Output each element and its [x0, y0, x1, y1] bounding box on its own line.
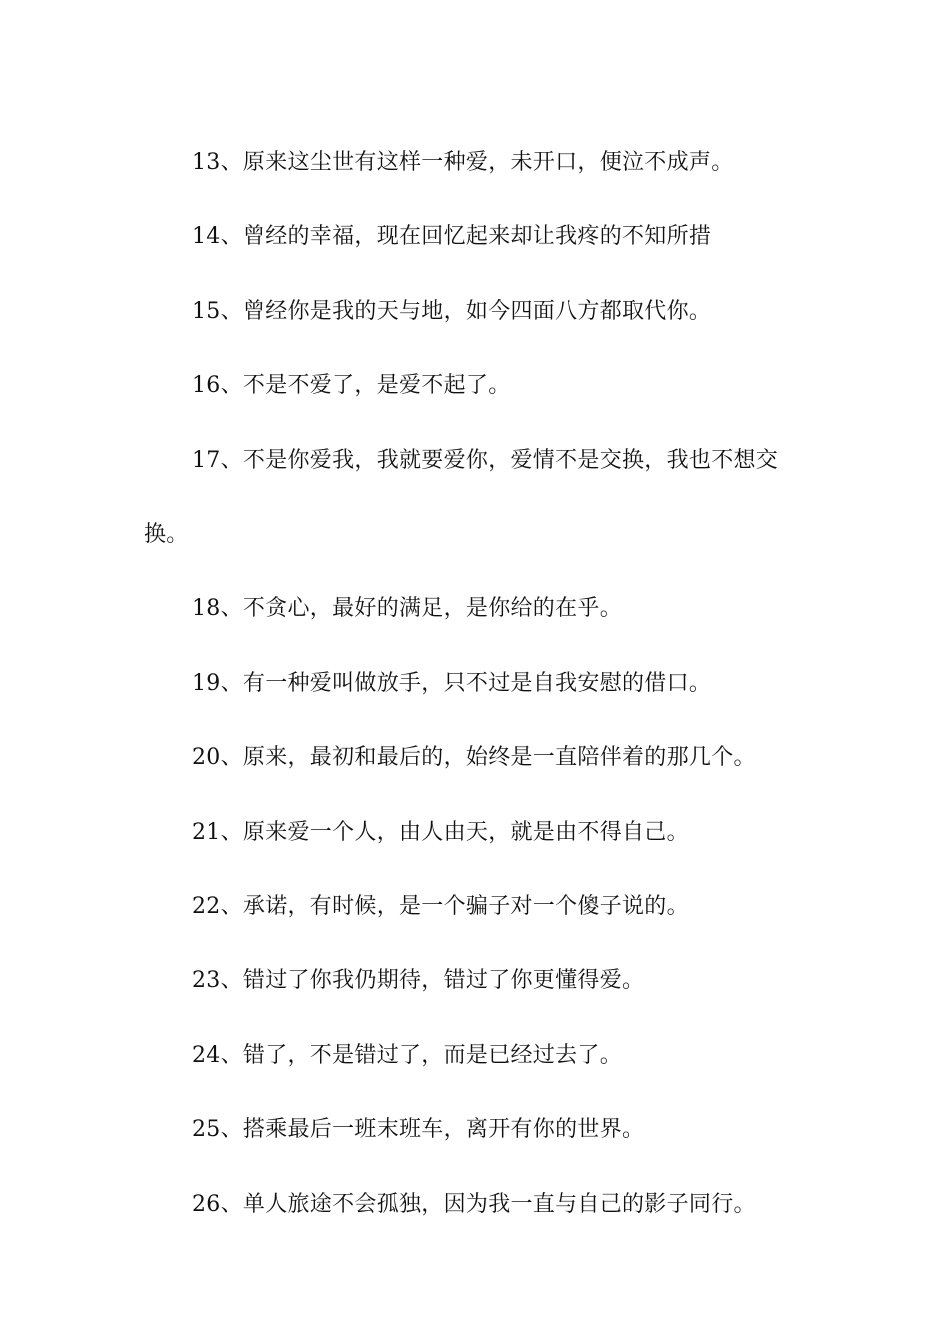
quote-paragraph-14: 14、曾经的幸福，现在回忆起来却让我疼的不知所措: [192, 224, 712, 250]
quote-paragraph-26: 26、单人旅途不会孤独，因为我一直与自己的影子同行。: [192, 1191, 756, 1217]
quote-paragraph-22: 22、承诺，有时候，是一个骗子对一个傻子说的。: [192, 894, 689, 920]
text-column: [144, 126, 810, 1242]
quote-paragraph-25: 25、搭乘最后一班末班车，离开有你的世界。: [192, 1117, 645, 1143]
quote-paragraph-23: 23、错过了你我仍期待，错过了你更懂得爱。: [192, 968, 645, 994]
quote-paragraph-15: 15、曾经你是我的天与地，如今四面八方都取代你。: [192, 298, 712, 324]
quote-paragraph-18: 18、不贪心，最好的满足，是你给的在乎。: [192, 596, 622, 622]
quote-paragraph-20: 20、原来，最初和最后的，始终是一直陪伴着的那几个。: [192, 745, 756, 771]
quote-paragraph-24: 24、错了，不是错过了，而是已经过去了。: [192, 1042, 622, 1068]
quote-paragraph-19: 19、有一种爱叫做放手，只不过是自我安慰的借口。: [192, 670, 712, 696]
quote-paragraph-13: 13、原来这尘世有这样一种爱，未开口，便泣不成声。: [192, 150, 734, 175]
quote-paragraph-17: 17、不是你爱我，我就要爱你，爱情不是交换，我也不想交换。: [144, 447, 779, 548]
quote-paragraph-21: 21、原来爱一个人，由人由天，就是由不得自己。: [192, 819, 689, 845]
quote-paragraph-16: 16、不是不爱了，是爱不起了。: [192, 373, 511, 399]
